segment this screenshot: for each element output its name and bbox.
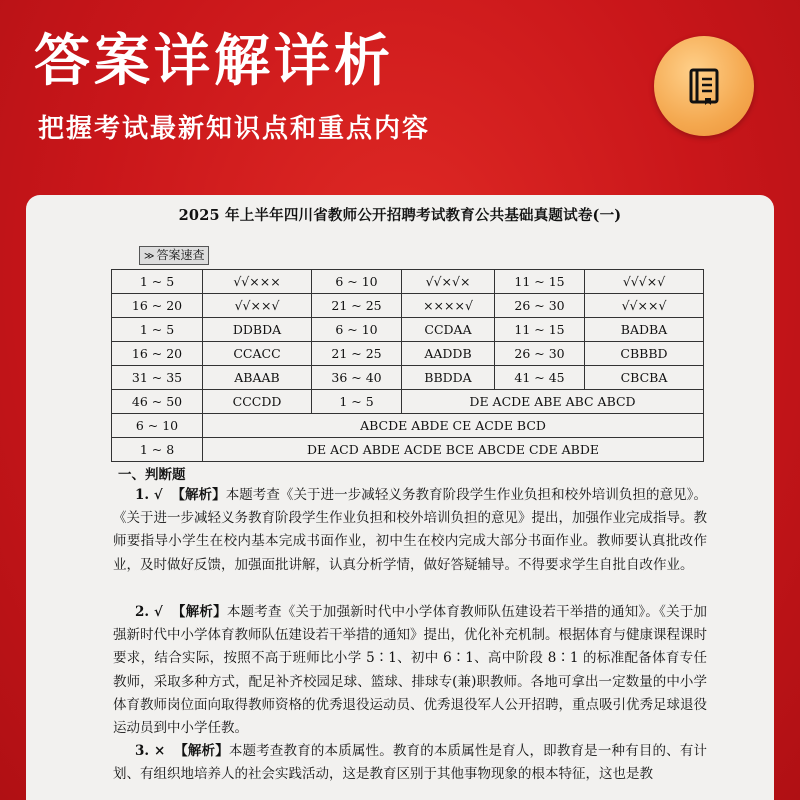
table-cell: BBDDA [402, 366, 495, 390]
explanation-text: 本题考查教育的本质属性。教育的本质属性是育人，即教育是一种有目的、有计划、有组织地培养人的社会实践活动，这是教育区别于其他事物现象的根本特征，这也是教 [113, 743, 708, 783]
table-cell: 16 ~ 20 [112, 294, 203, 318]
table-cell: 6 ~ 10 [312, 318, 402, 342]
answer-table [111, 269, 704, 462]
table-cell: 1 ~ 8 [112, 438, 203, 462]
table-row [112, 438, 704, 462]
document-sheet [26, 195, 774, 800]
item-number: 2. √ [135, 604, 163, 620]
badge [654, 36, 754, 136]
table-cell: ABCDE ABDE CE ACDE BCD [203, 414, 704, 438]
table-cell: ××××√ [402, 294, 495, 318]
table-row [112, 294, 704, 318]
analysis-tag: 【解析】 [174, 743, 229, 759]
table-cell: 41 ~ 45 [495, 366, 585, 390]
table-cell: DDBDA [203, 318, 312, 342]
table-row [112, 318, 704, 342]
double-chevron-icon: ≫ [144, 251, 155, 262]
explanation-text: 本题考查《关于进一步减轻义务教育阶段学生作业负担和校外培训负担的意见》。《关于进一步减轻义务教育阶段学生作业负担和校外培训负担的意见》提出，加强作业完成指导。教师要指导小学生在校内基本完成书面作业，初中生在校内完成大部分书面作业。教师要认真批改作业，及时做好反馈，加强面批讲解，认真分析学情，做好答疑辅导。不得要求学生自批自改作业。 [113, 487, 708, 573]
section-heading: 一、判断题 [118, 467, 186, 483]
table-cell: AADDB [402, 342, 495, 366]
table-row [112, 342, 704, 366]
analysis-tag: 【解析】 [171, 604, 227, 620]
table-cell: ABAAB [203, 366, 312, 390]
table-cell: 16 ~ 20 [112, 342, 203, 366]
item-number: 3. × [135, 743, 166, 759]
table-cell: √√×√× [402, 270, 495, 294]
table-cell: 21 ~ 25 [312, 342, 402, 366]
analysis-tag: 【解析】 [171, 487, 226, 503]
explanation-item [113, 601, 707, 740]
table-cell: CCCDD [203, 390, 312, 414]
page-headline: 答案详解详析 [34, 29, 394, 94]
table-cell: √√××√ [203, 294, 312, 318]
table-cell: 11 ~ 15 [495, 318, 585, 342]
book-icon [678, 60, 730, 112]
table-cell: DE ACDE ABE ABC ABCD [402, 390, 704, 414]
page-subtitle: 把握考试最新知识点和重点内容 [38, 114, 431, 144]
table-cell: 1 ~ 5 [112, 270, 203, 294]
table-cell: 26 ~ 30 [495, 294, 585, 318]
table-cell: CCACC [203, 342, 312, 366]
table-row [112, 366, 704, 390]
table-row [112, 414, 704, 438]
table-cell: 36 ~ 40 [312, 366, 402, 390]
item-number: 1. √ [135, 487, 163, 503]
answer-quick-check-tag [139, 246, 209, 265]
explanation-text: 本题考查《关于加强新时代中小学体育教师队伍建设若干举措的通知》。《关于加强新时代中小学体育教师队伍建设若干举措的通知》提出，优化补充机制。根据体育与健康课程课时要求，结合实际，按照不高于班师比小学 5∶1、初中 6∶1、高中阶段 8∶1 的标准配备体育专任教师，采取多种方式，配足补齐校园足球、篮球、排球专(兼)职教师。各地可拿出一定数量的中小学体育教师岗位面向取得教师资格的优秀退役运动员、优秀退役军人公开招聘，重点吸引优秀足球退役运动员到中小学任教。 [113, 604, 708, 737]
explanation-item [113, 484, 707, 577]
table-cell: 26 ~ 30 [495, 342, 585, 366]
table-cell: CBBBD [585, 342, 704, 366]
table-cell: BADBA [585, 318, 704, 342]
table-cell: 6 ~ 10 [312, 270, 402, 294]
table-cell: √√××× [203, 270, 312, 294]
table-cell: DE ACD ABDE ACDE BCE ABCDE CDE ABDE [203, 438, 704, 462]
table-cell: 21 ~ 25 [312, 294, 402, 318]
table-cell: 11 ~ 15 [495, 270, 585, 294]
explanation-item [113, 740, 707, 786]
table-cell: 1 ~ 5 [112, 318, 203, 342]
table-cell: 46 ~ 50 [112, 390, 203, 414]
table-cell: CBCBA [585, 366, 704, 390]
answer-tag-label: 答案速查 [156, 248, 205, 262]
table-row [112, 270, 704, 294]
table-cell: 1 ~ 5 [312, 390, 402, 414]
table-cell: 6 ~ 10 [112, 414, 203, 438]
table-cell: 31 ~ 35 [112, 366, 203, 390]
table-row [112, 390, 704, 414]
table-cell: CCDAA [402, 318, 495, 342]
document-title: 2025 年上半年四川省教师公开招聘考试教育公共基础真题试卷(一) [178, 207, 622, 224]
document-page [26, 195, 774, 800]
table-cell: √√××√ [585, 294, 704, 318]
table-cell: √√√×√ [585, 270, 704, 294]
